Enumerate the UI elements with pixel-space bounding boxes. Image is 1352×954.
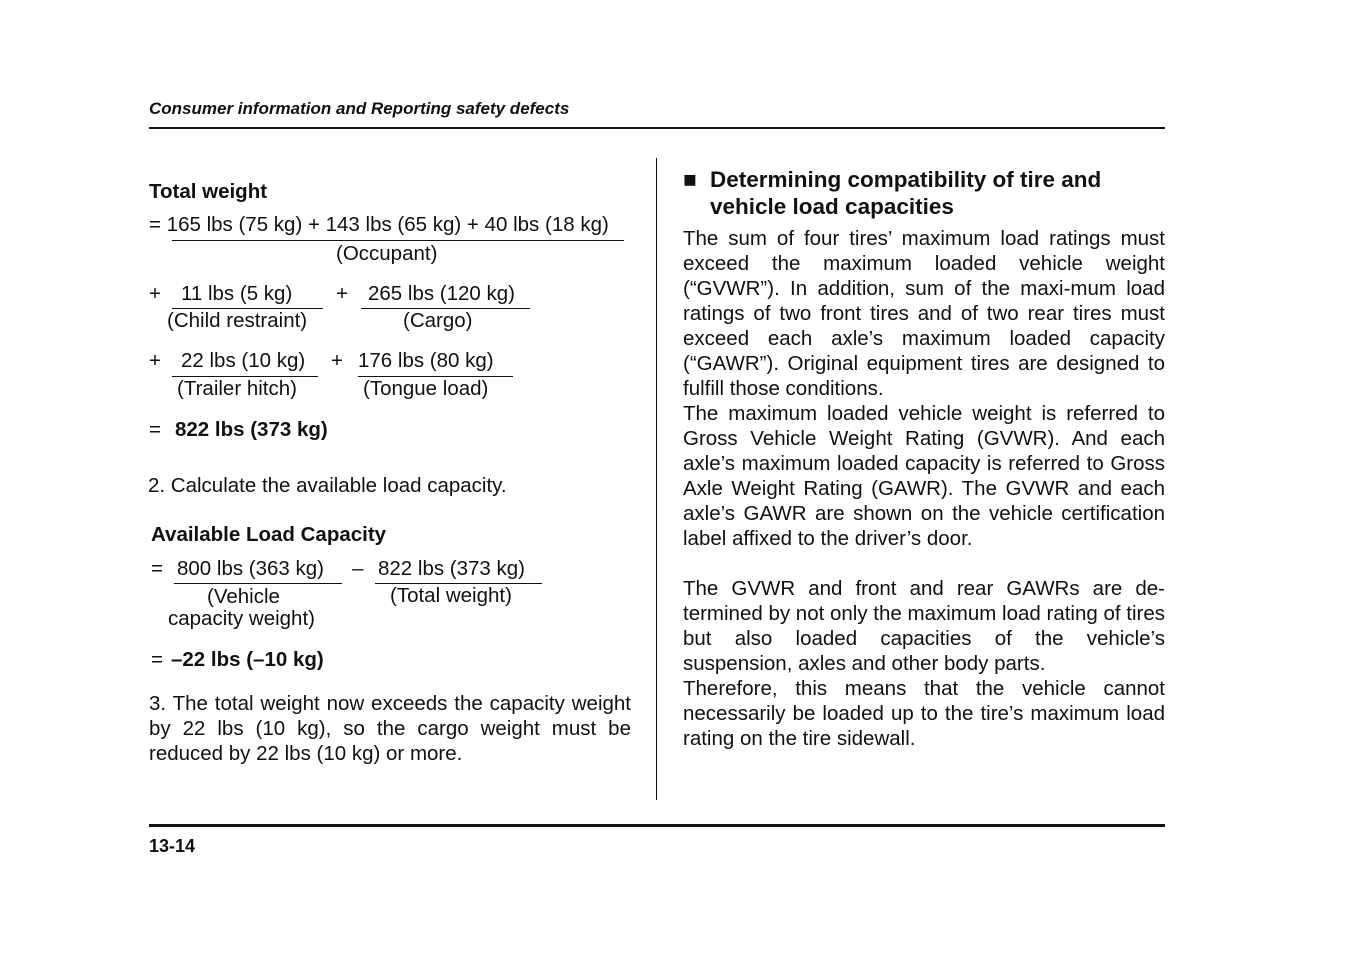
total-weight-equation: = 165 lbs (75 kg) + 143 lbs (65 kg) + 40 lbs (18 kg): [149, 213, 609, 236]
column-divider: [656, 158, 657, 800]
paragraph: The GVWR and front and rear GAWRs are de-termined by not only the maximum load rating of tires but also loaded capacities of the vehicle’s suspension, axles and other body parts.: [683, 577, 1165, 675]
equals-sign: =: [149, 418, 161, 441]
page-number: 13-14: [149, 836, 196, 856]
tongue-load-value: 176 lbs (80 kg): [358, 349, 494, 372]
total-weight-result: 822 lbs (373 kg): [175, 418, 328, 441]
occupant-label: (Occupant): [336, 242, 438, 265]
plus-sign: +: [336, 282, 348, 305]
square-bullet-icon: ■: [683, 167, 697, 192]
vehicle-capacity-value: 800 lbs (363 kg): [177, 557, 325, 580]
total-weight-label: (Total weight): [390, 584, 512, 607]
plus-sign: +: [331, 349, 343, 372]
child-restraint-label: (Child restraint): [167, 309, 308, 332]
tongue-load-label: (Tongue load): [363, 377, 489, 400]
section-heading-text: Determining compatibility of tire and vehicle load capacities: [710, 167, 1102, 219]
section-heading: [683, 166, 1165, 220]
plus-sign: +: [149, 349, 161, 372]
total-weight-value: 822 lbs (373 kg): [378, 557, 526, 580]
page-header-title: Consumer information and Reporting safety defects: [149, 99, 570, 118]
header-rule: [149, 127, 1165, 129]
minus-sign: –: [352, 557, 364, 580]
total-weight-heading: Total weight: [149, 180, 268, 203]
trailer-hitch-value: 22 lbs (10 kg): [181, 349, 306, 372]
step-3-text: 3. The total weight now exceeds the capacity weight by 22 lbs (10 kg), so the cargo weight must be reduced by 22 lbs (10 kg) or more.: [149, 692, 631, 765]
plus-sign: +: [149, 282, 161, 305]
cargo-label: (Cargo): [403, 309, 473, 332]
available-load-result: –22 lbs (–10 kg): [171, 648, 324, 671]
paragraph: The maximum loaded vehicle weight is referred to Gross Vehicle Weight Rating (GVWR). And each axle’s maximum loaded capacity is referred to Gross Axle Weight Rating (GAWR). The GVWR and each axle’s GAWR are shown on the vehicle certification label affixed to the driver’s door.: [683, 402, 1165, 550]
fraction-line: [174, 583, 342, 584]
vehicle-capacity-label: (Vehicle: [207, 585, 280, 608]
available-load-heading: Available Load Capacity: [151, 523, 387, 546]
paragraph: Therefore, this means that the vehicle cannot necessarily be loaded up to the tire’s maximum load rating on the tire sidewall.: [683, 677, 1165, 750]
footer-rule: [149, 824, 1165, 827]
fraction-line: [172, 240, 624, 241]
cargo-value: 265 lbs (120 kg): [368, 282, 516, 305]
equals-sign: =: [151, 648, 163, 671]
trailer-hitch-label: (Trailer hitch): [177, 377, 297, 400]
step-2-text: 2. Calculate the available load capacity.: [148, 474, 507, 497]
equals-sign: =: [151, 557, 163, 580]
vehicle-capacity-label: capacity weight): [168, 607, 315, 630]
paragraph: The sum of four tires’ maximum load ratings must exceed the maximum loaded vehicle weight (“GVWR”). In addition, sum of the maxi-mum load ratings of two front tires and of two rear tires must exceed each axle’s maximum loaded capacity (“GAWR”). Original equipment tires are designed to fulfill those conditions.: [683, 227, 1165, 400]
child-restraint-value: 11 lbs (5 kg): [181, 282, 293, 305]
